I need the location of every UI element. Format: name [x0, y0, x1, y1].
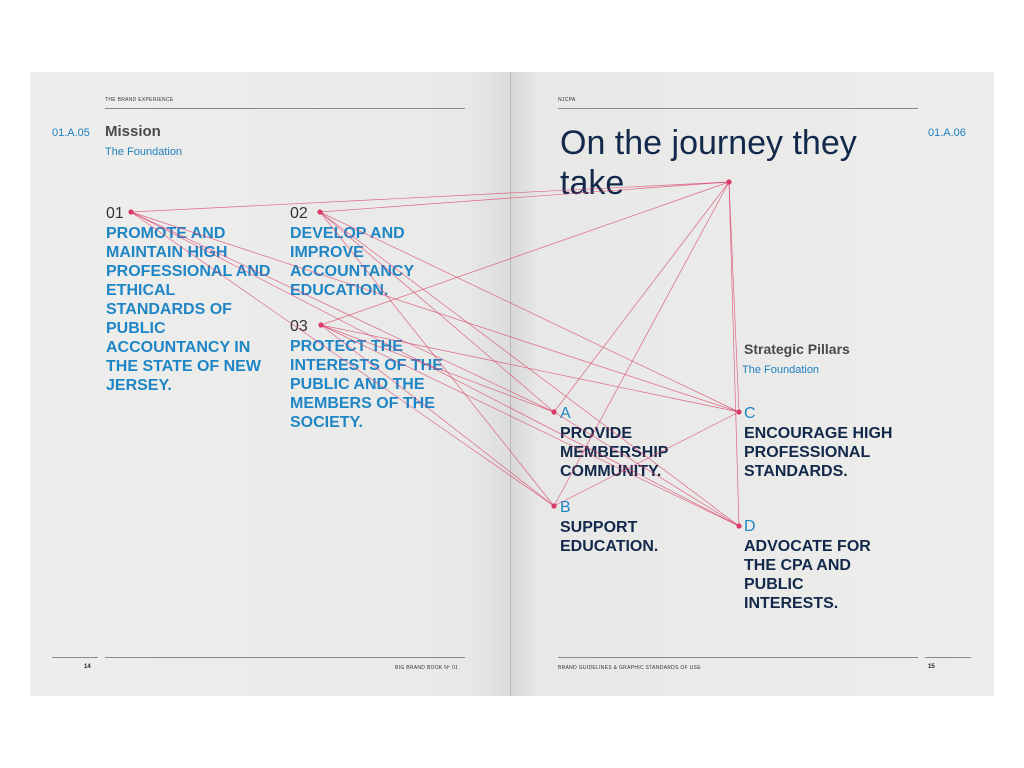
right-running-head: NJCPA — [558, 97, 576, 103]
left-footer-rule-short — [52, 657, 98, 658]
mission-item-1-text: PROMOTE AND MAINTAIN HIGH PROFESSIONAL AND ETHICAL STANDARDS OF PUBLIC ACCOUNTANCY IN THE STATE OF NEW JERSEY. — [106, 225, 271, 394]
left-header-rule — [105, 108, 465, 109]
right-page-number: 15 — [928, 664, 935, 670]
strategic-pillars-subtitle: The Foundation — [742, 364, 820, 376]
right-footer-rule — [558, 657, 918, 658]
left-page-subtitle: The Foundation — [105, 146, 183, 158]
left-footer-rule — [105, 657, 465, 658]
left-footer-text: BIG BRAND BOOK Nº 01 — [395, 665, 459, 671]
left-section-code: 01.A.05 — [52, 127, 90, 139]
right-footer-text: BRAND GUIDELINES & GRAPHIC STANDARDS OF USE — [558, 665, 701, 671]
left-running-head: THE BRAND EXPERIENCE — [105, 97, 174, 103]
pillar-d-text: ADVOCATE FOR THE CPA AND PUBLIC INTERESTS. — [744, 538, 871, 612]
right-headline: On the journey they take — [560, 124, 857, 202]
strategic-pillars-title: Strategic Pillars — [744, 341, 850, 357]
left-page-title: Mission — [105, 123, 161, 140]
pillar-a-text: PROVIDE MEMBERSHIP COMMUNITY. — [560, 425, 669, 480]
pillar-c-letter: C — [744, 405, 756, 422]
mission-item-3-text: PROTECT THE INTERESTS OF THE PUBLIC AND THE MEMBERS OF THE SOCIETY. — [290, 338, 443, 431]
pillar-c-text: ENCOURAGE HIGH PROFESSIONAL STANDARDS. — [744, 425, 893, 480]
mission-item-1-number: 01 — [106, 205, 124, 222]
pillar-d-letter: D — [744, 518, 756, 535]
right-section-code: 01.A.06 — [928, 127, 966, 139]
mission-item-3-number: 03 — [290, 318, 308, 335]
book-gutter — [510, 72, 511, 696]
mission-item-2-number: 02 — [290, 205, 308, 222]
pillar-b-text: SUPPORT EDUCATION. — [560, 519, 659, 555]
pillar-a-letter: A — [560, 405, 571, 422]
right-footer-rule-short — [925, 657, 971, 658]
left-page-number: 14 — [84, 664, 91, 670]
mission-item-2-text: DEVELOP AND IMPROVE ACCOUNTANCY EDUCATION. — [290, 225, 414, 299]
right-header-rule — [558, 108, 918, 109]
pillar-b-letter: B — [560, 499, 571, 516]
